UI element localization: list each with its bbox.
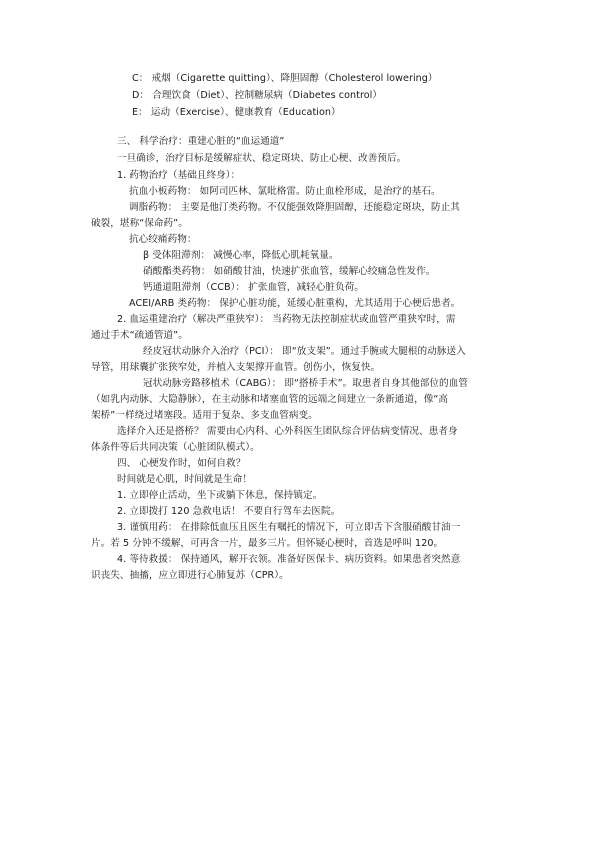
paragraph-text: 破裂，堪称“保命药”。: [91, 218, 188, 229]
list-item-step-3: 3. 谨慎用药： 在排除低血压且医生有嘱托的情况下，可立即舌下含服硝酸甘油一: [117, 522, 461, 533]
paragraph-text: 片。若 5 分钟不缓解，可再含一片，最多三片。但怀疑心梗时，首选是呼叫 120。: [91, 538, 444, 549]
paragraph-text: 导管，用球囊扩张狭窄处，并植入支架撑开血管。创伤小，恢复快。: [91, 362, 381, 373]
risk-factor-c: C： 戒烟（Cigarette quitting）、降胆固醇（Cholesterol lowering）: [132, 73, 438, 84]
paragraph-text: 硝酸酯类药物： 如硝酸甘油，快速扩张血管，缓解心绞痛急性发作。: [143, 266, 436, 277]
paragraph-text: 调脂药物： 主要是他汀类药物。不仅能强效降胆固醇，还能稳定斑块，防止其: [129, 202, 460, 213]
list-item-step-2: 2. 立即拨打 120 急救电话！ 不要自行驾车去医院。: [117, 506, 341, 517]
paragraph-text: 通过手术“疏通管道”。: [91, 330, 188, 341]
list-item-drug-therapy: 1. 药物治疗（基础且终身）：: [117, 170, 241, 181]
paragraph-text: 钙通道阻滞剂（CCB）： 扩张血管，减轻心脏负荷。: [143, 282, 364, 293]
list-item-step-4: 4. 等待救援： 保持通风，解开衣领。准备好医保卡、病历资料。如果患者突然意: [117, 554, 461, 565]
list-item-revascularization: 2. 血运重建治疗（解决严重狭窄）： 当药物无法控制症状或血管严重狭窄时，需: [117, 314, 456, 325]
paragraph-text: β 受体阻滞剂： 减慢心率，降低心肌耗氧量。: [143, 250, 339, 261]
risk-factor-e: E： 运动（Exercise）、健康教育（Education）: [132, 107, 341, 118]
paragraph-text: 抗心绞痛药物：: [129, 234, 197, 245]
risk-factor-d: D： 合理饮食（Diet）、控制糖尿病（Diabetes control）: [132, 90, 382, 101]
paragraph-text: 经皮冠状动脉介入治疗（PCI）： 即“放支架”。通过手腕或大腿根的动脉送入: [143, 346, 466, 357]
section-heading-self-rescue: 四、 心梗发作时，如何自救？: [117, 458, 246, 469]
paragraph-text: 抗血小板药物： 如阿司匹林、氯吡格雷。防止血栓形成，是治疗的基石。: [129, 186, 441, 197]
paragraph-text: （如乳内动脉、大隐静脉），在主动脉和堵塞血管的远端之间建立一条新通道，像“高: [91, 394, 449, 405]
paragraph-text: 体条件等后共同决策（心脏团队模式）。: [91, 442, 260, 453]
paragraph-text: 架桥”一样绕过堵塞段。适用于复杂、多支血管病变。: [91, 410, 318, 421]
paragraph-text: 识丧失、抽搐，应立即进行心肺复苏（CPR）。: [91, 570, 289, 581]
list-item-step-1: 1. 立即停止活动，坐下或躺下休息，保持镇定。: [117, 490, 323, 501]
paragraph-text: 时间就是心肌，时间就是生命！: [117, 474, 253, 485]
paragraph-text: 冠状动脉旁路移植术（CABG）： 即“搭桥手术”。取患者自身其他部位的血管: [143, 378, 468, 389]
paragraph-text: ACEI/ARB 类药物： 保护心脏功能，延缓心脏重构，尤其适用于心梗后患者。: [129, 298, 461, 309]
section-heading-treatment: 三、 科学治疗：重建心脏的“血运通道”: [117, 136, 285, 147]
paragraph-text: 选择介入还是搭桥？ 需要由心内科、心外科医生团队综合评估病变情况、患者身: [117, 426, 458, 437]
paragraph-text: 一旦确诊，治疗目标是缓解症状、稳定斑块、防止心梗、改善预后。: [117, 153, 407, 164]
